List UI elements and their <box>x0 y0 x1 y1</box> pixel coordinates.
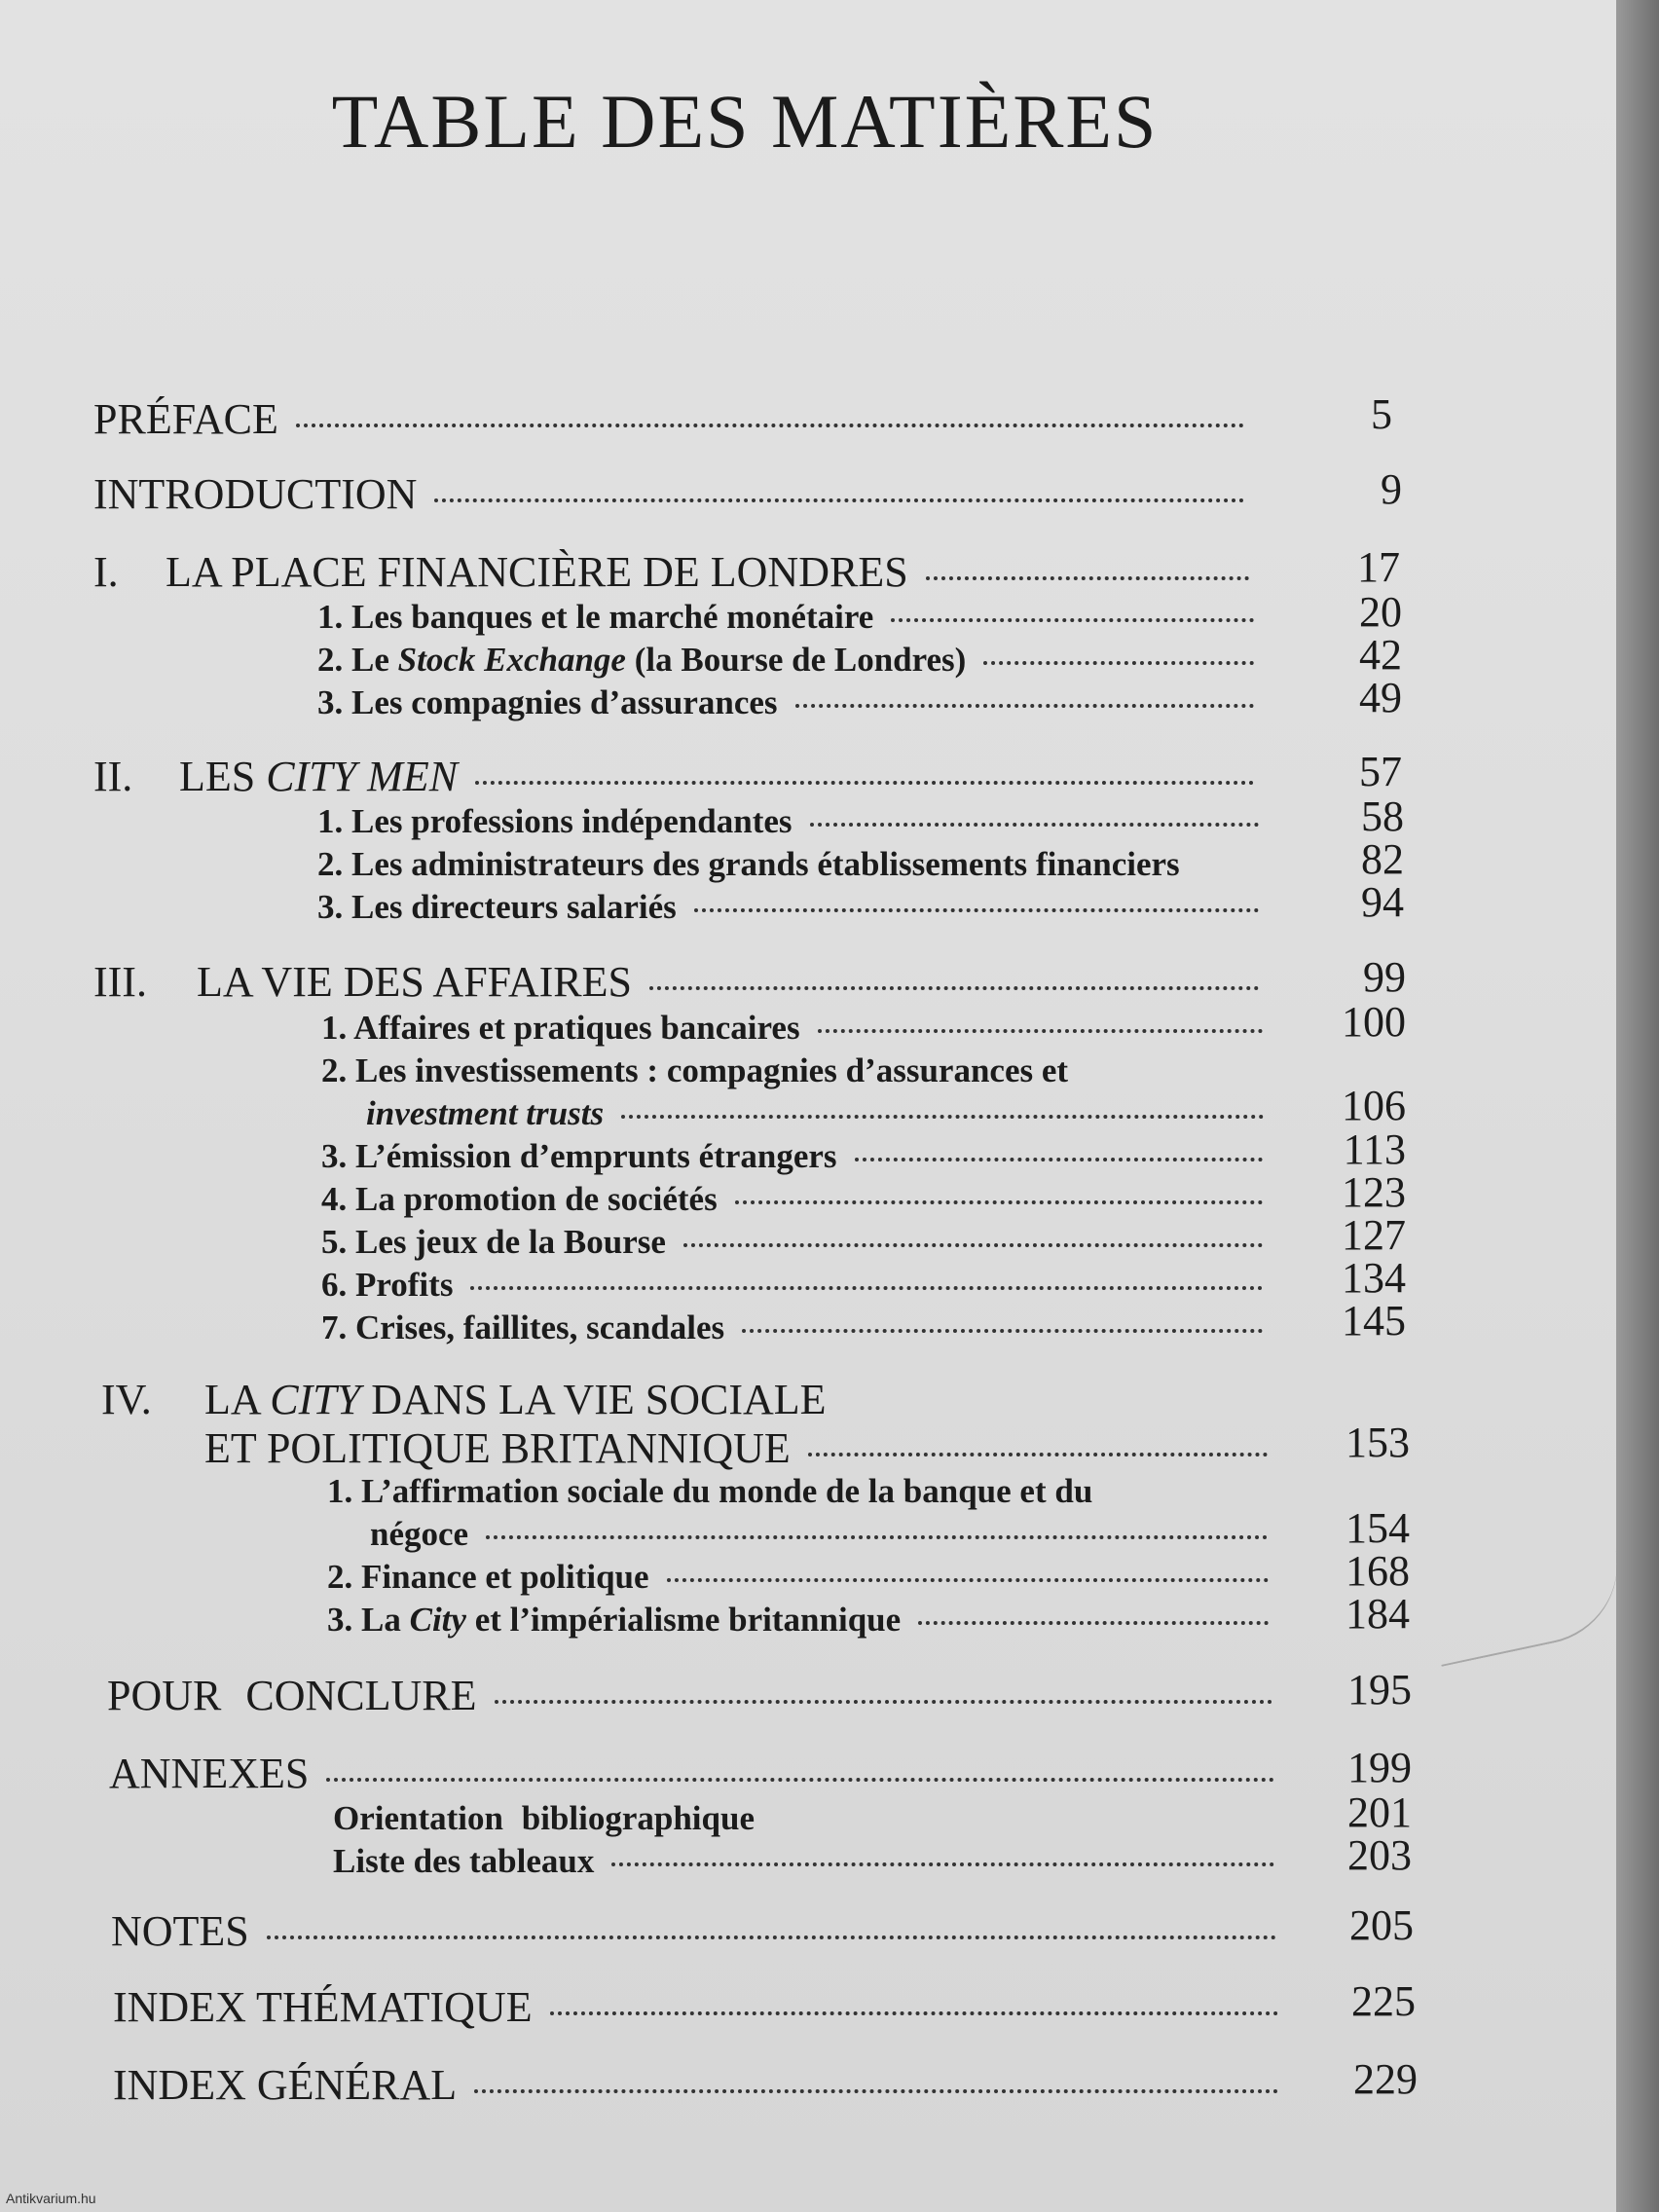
toc-label: 4. La promotion de sociétés <box>321 1180 718 1218</box>
label-prefix: 2. Le <box>317 641 398 679</box>
toc-label: 7. Crises, faillites, scandales <box>321 1309 725 1346</box>
chapter-number: III. <box>93 958 147 1006</box>
toc-label: NOTES <box>111 1907 249 1955</box>
page-edge <box>1616 0 1659 2212</box>
toc-label: investment trusts <box>366 1094 605 1132</box>
label-italic: City <box>409 1601 466 1639</box>
toc-entry-1-2[interactable] <box>317 641 1272 680</box>
toc-entry-annexes[interactable] <box>109 1749 1292 1798</box>
page-number: 145 <box>1342 1297 1406 1345</box>
page-number: 229 <box>1353 2055 1418 2103</box>
label-prefix: LES <box>179 753 267 800</box>
label-italic: Stock Exchange <box>397 641 626 679</box>
toc-entry-bibliographie[interactable] <box>333 1799 1292 1838</box>
toc-label <box>317 641 966 680</box>
dot-leader <box>818 1029 1263 1033</box>
toc-label: ANNEXES <box>109 1750 310 1797</box>
toc-entry-4-1-line1[interactable]: 1. L’affirmation sociale du monde de la banque et du <box>327 1472 1093 1510</box>
toc-label: LA VIE DES AFFAIRES <box>197 958 633 1006</box>
dot-leader <box>296 424 1244 427</box>
label-prefix: LA <box>204 1376 271 1423</box>
toc-label: INDEX THÉMATIQUE <box>113 1983 533 2031</box>
dot-leader <box>611 1862 1274 1866</box>
page-number: 82 <box>1361 835 1404 883</box>
toc-entry-chapter-4[interactable] <box>204 1423 1285 1473</box>
toc-label: Liste des tableaux <box>333 1842 595 1880</box>
toc-label: 1. Les professions indépendantes <box>317 802 793 840</box>
toc-label: INTRODUCTION <box>93 470 418 518</box>
toc-label: 1. Les banques et le marché monétaire <box>317 598 874 636</box>
toc-entry-3-2-line1[interactable]: 2. Les investissements : compagnies d’assurances et <box>321 1051 1069 1089</box>
page-number: 184 <box>1346 1590 1410 1638</box>
chapter-number: I. <box>93 548 119 596</box>
dot-leader <box>891 618 1254 622</box>
toc-label <box>179 752 458 801</box>
toc-entry-3-7[interactable] <box>321 1309 1280 1347</box>
page-title: TABLE DES MATIÈRES <box>331 79 1159 164</box>
dot-leader <box>983 661 1254 665</box>
page-number: 205 <box>1349 1901 1414 1949</box>
dot-leader <box>495 1700 1273 1704</box>
toc-label: 2. Les administrateurs des grands établissements financiers <box>317 845 1180 883</box>
page-number: 9 <box>1381 465 1402 513</box>
toc-entry-3-4[interactable] <box>321 1180 1280 1219</box>
dot-leader <box>470 1286 1263 1290</box>
toc-label: 3. L’émission d’emprunts étrangers <box>321 1137 837 1175</box>
toc-entry-conclusion[interactable] <box>107 1671 1290 1720</box>
label-italic: CITY <box>270 1376 361 1423</box>
toc-entry-index-general[interactable] <box>113 2060 1296 2110</box>
page-number: 20 <box>1359 588 1402 636</box>
toc-label: négoce <box>370 1515 469 1553</box>
toc-label: 3. Les directeurs salariés <box>317 888 677 926</box>
dot-leader <box>474 2089 1278 2093</box>
toc-entry-2-3[interactable] <box>317 888 1276 927</box>
toc-label: ET POLITIQUE BRITANNIQUE <box>204 1424 791 1472</box>
toc-entry-4-2[interactable] <box>327 1558 1286 1597</box>
toc-label: 3. Les compagnies d’assurances <box>317 683 778 721</box>
page-number: 203 <box>1347 1831 1412 1879</box>
toc-entry-3-5[interactable] <box>321 1223 1280 1262</box>
dot-leader <box>855 1158 1263 1161</box>
dot-leader <box>810 823 1259 827</box>
toc-entry-notes[interactable] <box>111 1906 1294 1956</box>
dot-leader <box>326 1778 1274 1782</box>
toc-label: LA PLACE FINANCIÈRE DE LONDRES <box>166 548 908 596</box>
page-number: 153 <box>1346 1419 1410 1466</box>
toc-entry-1-1[interactable] <box>317 598 1272 637</box>
label-suffix: DANS LA VIE SOCIALE <box>360 1376 827 1423</box>
page-number: 127 <box>1342 1211 1406 1259</box>
toc-entry-introduction[interactable] <box>93 469 1262 519</box>
page-number: 100 <box>1342 998 1406 1046</box>
page-number: 57 <box>1359 748 1402 795</box>
page-number: 168 <box>1346 1547 1410 1595</box>
toc-label: POUR CONCLURE <box>107 1672 477 1719</box>
dot-leader <box>742 1329 1263 1333</box>
page-number: 134 <box>1342 1254 1406 1302</box>
toc-entry-chapter-3[interactable] <box>93 957 1276 1007</box>
toc-label: 5. Les jeux de la Bourse <box>321 1223 666 1261</box>
toc-entry-3-2[interactable] <box>366 1094 1281 1133</box>
toc-entry-tableaux[interactable] <box>333 1842 1292 1881</box>
dot-leader <box>486 1535 1268 1539</box>
toc-label: 6. Profits <box>321 1266 454 1304</box>
dot-leader <box>475 781 1254 785</box>
dot-leader <box>434 498 1244 502</box>
page-number: 106 <box>1342 1082 1406 1129</box>
page-number: 17 <box>1357 543 1400 591</box>
dot-leader <box>926 576 1249 580</box>
toc-entry-4-3[interactable] <box>327 1601 1286 1640</box>
toc-entry-3-3[interactable] <box>321 1137 1280 1176</box>
toc-label: Orientation bibliographique <box>333 1799 755 1837</box>
dot-leader <box>683 1243 1263 1247</box>
toc-entry-preface[interactable] <box>93 394 1262 444</box>
label-prefix: 3. La <box>327 1601 410 1639</box>
page-number: 49 <box>1359 674 1402 721</box>
toc-label: PRÉFACE <box>93 395 278 443</box>
chapter-number: II. <box>93 753 133 800</box>
page-number: 123 <box>1342 1168 1406 1216</box>
page-number: 99 <box>1363 953 1406 1001</box>
toc-entry-chapter-2[interactable] <box>93 752 1272 801</box>
page-number: 195 <box>1347 1666 1412 1714</box>
page-number: 154 <box>1346 1504 1410 1552</box>
dot-leader <box>667 1578 1269 1582</box>
dot-leader <box>621 1115 1264 1119</box>
toc-entry-1-3[interactable] <box>317 683 1272 722</box>
toc-entry-2-2[interactable] <box>317 845 1276 884</box>
page-number: 199 <box>1347 1744 1412 1791</box>
toc-label: 2. Finance et politique <box>327 1558 649 1596</box>
page-number: 201 <box>1347 1788 1412 1836</box>
toc-label: INDEX GÉNÉRAL <box>113 2061 458 2109</box>
page-number: 42 <box>1359 631 1402 679</box>
dot-leader <box>267 1936 1276 1939</box>
dot-leader <box>550 2011 1278 2015</box>
dot-leader <box>735 1200 1263 1204</box>
chapter-number: IV. <box>101 1376 152 1423</box>
label-suffix: (la Bourse de Londres) <box>625 641 967 679</box>
toc-label: 1. Affaires et pratiques bancaires <box>321 1009 800 1047</box>
toc-entry-3-6[interactable] <box>321 1266 1280 1305</box>
toc-entry-4-1[interactable] <box>370 1515 1285 1554</box>
dot-leader <box>795 704 1254 708</box>
label-italic: CITY MEN <box>266 753 459 800</box>
page-number: 58 <box>1361 793 1404 840</box>
page-number: 94 <box>1361 878 1404 926</box>
toc-entry-3-1[interactable] <box>321 1009 1280 1048</box>
dot-leader <box>808 1453 1268 1456</box>
dot-leader <box>694 908 1259 912</box>
toc-entry-chapter-4-line1[interactable] <box>101 1375 827 1424</box>
toc-entry-chapter-1[interactable] <box>93 547 1267 597</box>
page-number: 113 <box>1343 1125 1406 1173</box>
dot-leader <box>649 986 1259 990</box>
toc-entry-2-1[interactable] <box>317 802 1276 841</box>
page-number: 5 <box>1371 390 1392 438</box>
watermark-text: Antikvarium.hu <box>6 2191 96 2206</box>
toc-entry-index-thematique[interactable] <box>113 1982 1296 2032</box>
page-number: 225 <box>1351 1977 1416 2025</box>
dot-leader <box>918 1621 1269 1625</box>
toc-label <box>327 1601 901 1640</box>
label-suffix: et l’impérialisme britannique <box>465 1601 902 1639</box>
